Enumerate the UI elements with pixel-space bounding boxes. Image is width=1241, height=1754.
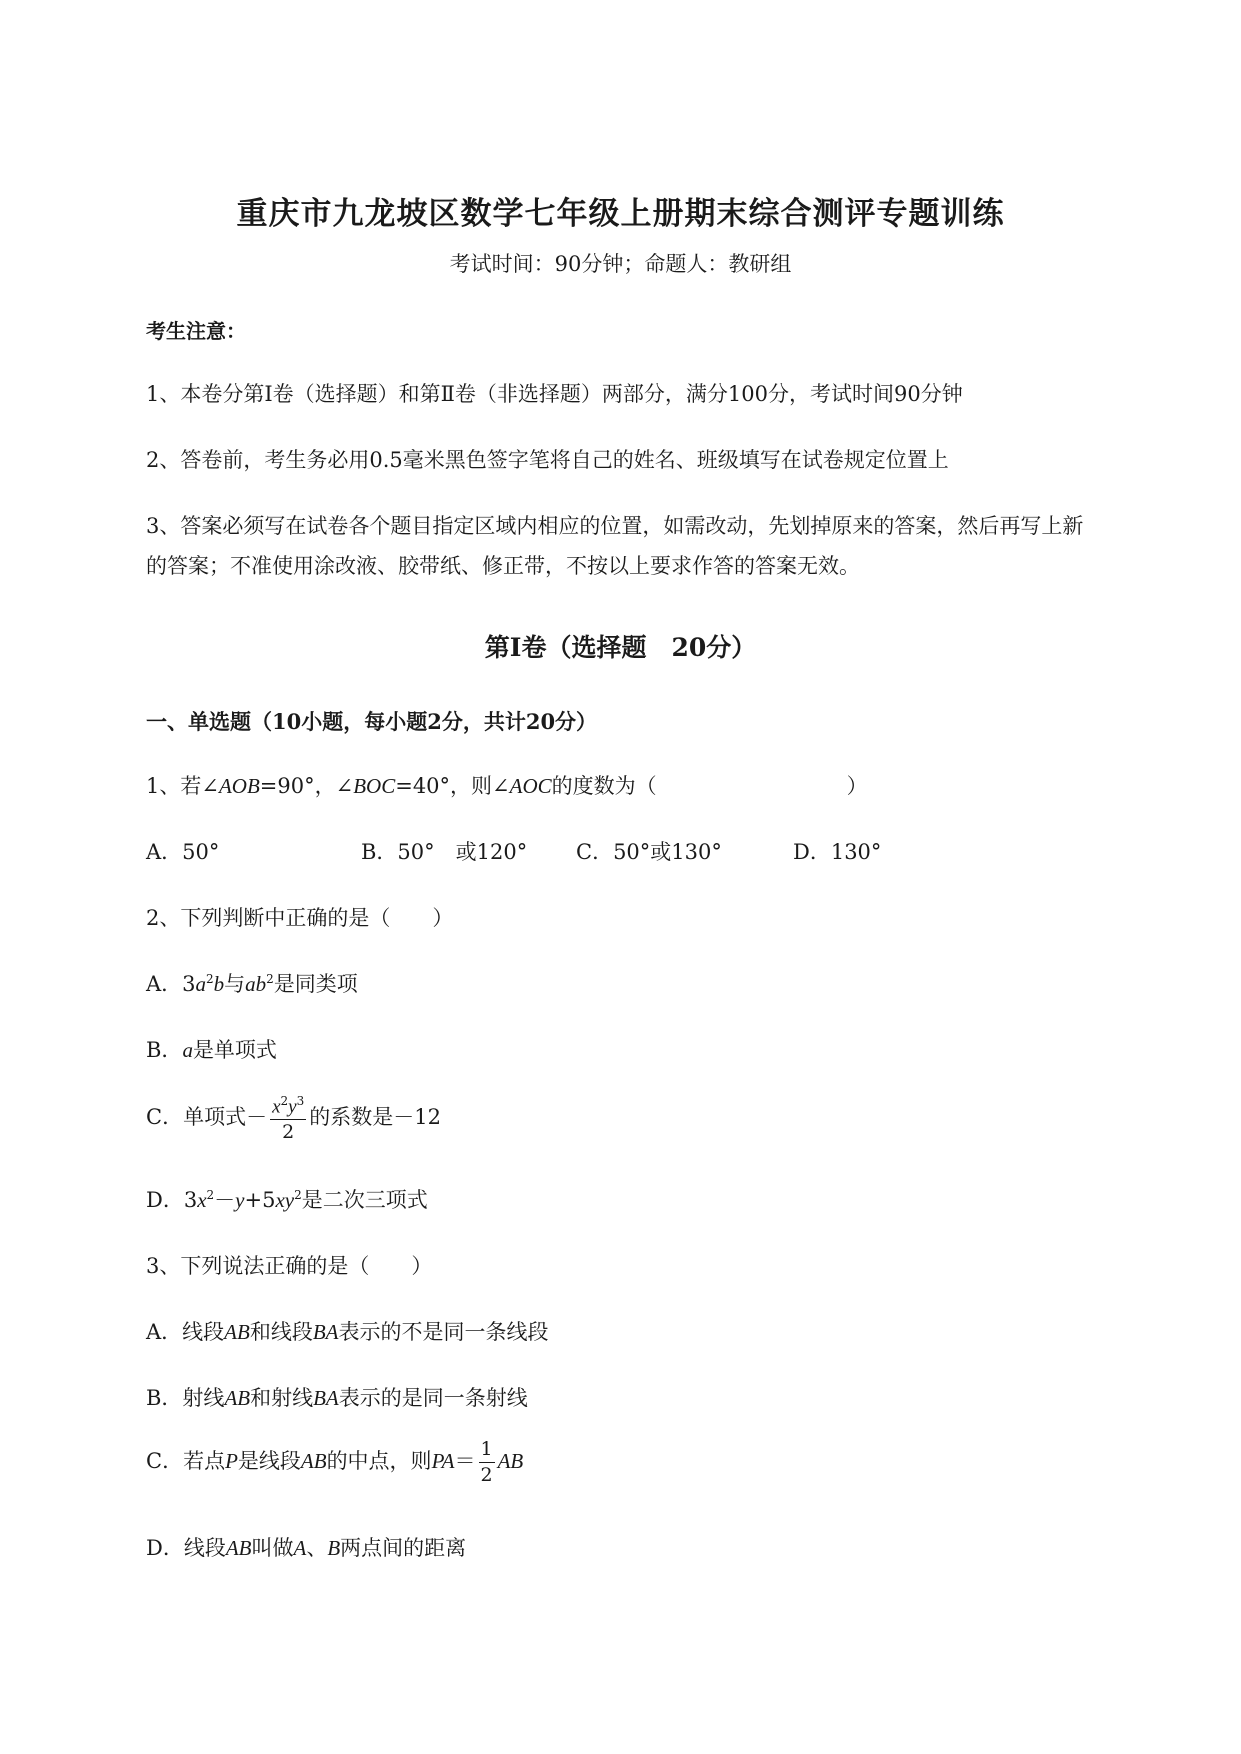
question-2-option-d: D．$3x^2-y+5xy^2$是二次三项式 (146, 1188, 428, 1212)
notice-item-2: 2、答卷前，考生务必用0.5毫米黑色签字笔将自己的姓名、班级填写在试卷规定位置上 (146, 448, 949, 472)
question-2-stem: 2、下列判断中正确的是（ ） (146, 906, 454, 930)
part-title: 一、单选题（10小题，每小题2分，共计20分） (146, 709, 598, 734)
question-3-option-c: C．若点P是线段AB的中点，则PA＝ $\frac{1}{2}$ AB (146, 1438, 524, 1486)
question-1-option-b: B．50° 或120° (361, 840, 528, 864)
question-2-option-b: B．a是单项式 (146, 1038, 277, 1062)
notice-item-1: 1、本卷分第I卷（选择题）和第Ⅱ卷（非选择题）两部分，满分100分，考试时间90分钟 (146, 382, 963, 406)
fraction-one-half: $\frac{1}{2}$ (480, 1438, 493, 1486)
section-title: 第I卷（选择题 20分） (484, 633, 757, 662)
question-1-option-a: A．50° (146, 840, 220, 864)
question-1-stem: 1、若∠AOB=90°，∠BOC=40°，则∠AOC的度数为（ ） (146, 774, 868, 798)
question-3-stem: 3、下列说法正确的是（ ） (146, 1254, 433, 1278)
fraction: $\frac{x^2y^3}{2}$ (272, 1094, 305, 1144)
notice-item-3-line-1: 3、答案必须写在试卷各个题目指定区域内相应的位置，如需改动，先划掉原来的答案，然后再写上新 (146, 514, 1084, 538)
question-1-option-d: D．130° (793, 840, 882, 864)
question-3-option-d: D．线段AB叫做A、B两点间的距离 (146, 1536, 467, 1560)
question-3-option-a: A．线段AB和线段BA表示的不是同一条线段 (146, 1320, 549, 1344)
question-3-option-b: B．射线AB和射线BA表示的是同一条射线 (146, 1386, 528, 1410)
question-2-option-c: C．单项式－ $\frac{x^2y^3}{2}$ 的系数是－12 (146, 1094, 441, 1144)
question-1-option-c: C．50°或130° (576, 840, 722, 864)
question-2-option-a: A．$3a^2b$与$ab^2$是同类项 (146, 972, 358, 996)
exam-info: 考试时间：90分钟；命题人：教研组 (449, 252, 792, 276)
notice-heading: 考生注意： (146, 319, 246, 343)
notice-item-3-line-2: 的答案；不准使用涂改液、胶带纸、修正带，不按以上要求作答的答案无效。 (146, 554, 860, 578)
document-title: 重庆市九龙坡区数学七年级上册期末综合测评专题训练 (236, 196, 1005, 232)
